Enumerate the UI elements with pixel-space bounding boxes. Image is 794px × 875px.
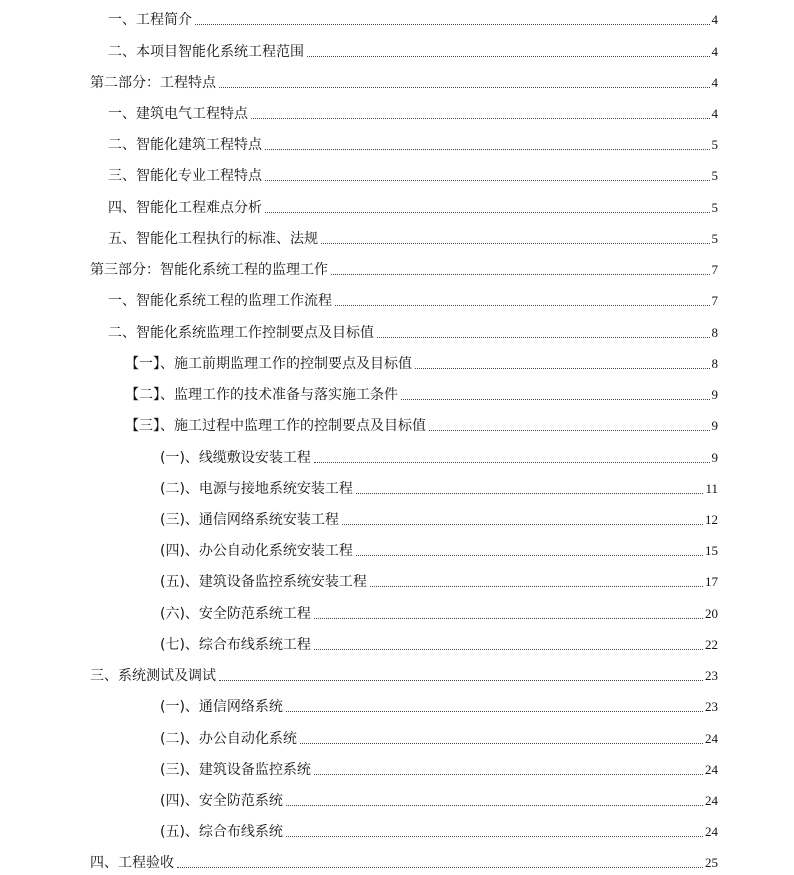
toc-page-number: 11: [705, 481, 718, 496]
toc-page-number: 8: [711, 325, 718, 340]
toc-entry[interactable]: [160, 821, 718, 841]
toc-entry[interactable]: [90, 259, 718, 279]
toc-entry[interactable]: [160, 696, 718, 716]
toc-row: [0, 631, 794, 655]
toc-entry-title: (二)、办公自动化系统: [160, 731, 297, 747]
dot-leader: [265, 180, 710, 181]
toc-row: [0, 69, 794, 93]
toc-page-number: 15: [705, 543, 718, 558]
dot-leader: [356, 493, 704, 494]
toc-entry[interactable]: [125, 384, 718, 404]
toc-page-number: 24: [705, 731, 718, 746]
toc-entry[interactable]: [108, 228, 718, 248]
toc-page-number: 4: [711, 106, 718, 121]
dot-leader: [342, 524, 703, 525]
dot-leader: [300, 743, 703, 744]
toc-page-number: 5: [711, 168, 718, 183]
toc-row: [0, 756, 794, 780]
toc-page-number: 4: [711, 44, 718, 59]
toc-entry[interactable]: [160, 759, 718, 779]
toc-page-number: 22: [705, 637, 718, 652]
toc-row: [0, 849, 794, 873]
toc-entry-title: 二、本项目智能化系统工程范围: [108, 44, 304, 60]
toc-page-number: 23: [705, 668, 718, 683]
toc-entry-title: 二、智能化系统监理工作控制要点及目标值: [108, 325, 374, 341]
toc-page-number: 24: [705, 762, 718, 777]
toc-row: [0, 537, 794, 561]
toc-row: [0, 225, 794, 249]
dot-leader: [286, 805, 703, 806]
toc-entry[interactable]: [108, 290, 718, 310]
toc-row: [0, 568, 794, 592]
toc-page-number: 23: [705, 699, 718, 714]
dot-leader: [415, 368, 710, 369]
toc-row: [0, 600, 794, 624]
toc-row: [0, 38, 794, 62]
toc-entry-title: 四、工程验收: [90, 855, 174, 871]
toc-row: [0, 350, 794, 374]
toc-entry-title: (三)、建筑设备监控系统: [160, 762, 311, 778]
dot-leader: [314, 462, 710, 463]
toc-entry-title: 五、智能化工程执行的标准、法规: [108, 231, 318, 247]
toc-row: [0, 412, 794, 436]
toc-entry-title: (七)、综合布线系统工程: [160, 637, 311, 653]
toc-entry[interactable]: [160, 790, 718, 810]
toc-entry[interactable]: [125, 353, 718, 373]
dot-leader: [429, 430, 710, 431]
toc-entry-title: (四)、安全防范系统: [160, 793, 283, 809]
toc-page-number: 5: [711, 137, 718, 152]
toc-row: [0, 787, 794, 811]
toc-entry-title: 【二】、监理工作的技术准备与落实施工条件: [125, 387, 398, 403]
dot-leader: [401, 399, 710, 400]
dot-leader: [219, 87, 710, 88]
toc-page-number: 24: [705, 793, 718, 808]
toc-row: [0, 131, 794, 155]
dot-leader: [286, 711, 703, 712]
dot-leader: [356, 555, 703, 556]
toc-row: [0, 256, 794, 280]
toc-row: [0, 818, 794, 842]
toc-entry-title: 【一】、施工前期监理工作的控制要点及目标值: [125, 356, 412, 372]
toc-row: [0, 319, 794, 343]
toc-entry-title: (一)、线缆敷设安装工程: [160, 450, 311, 466]
dot-leader: [314, 618, 703, 619]
toc-entry[interactable]: [108, 41, 718, 61]
toc-entry-title: (五)、综合布线系统: [160, 824, 283, 840]
toc-row: [0, 506, 794, 530]
toc-entry[interactable]: [108, 165, 718, 185]
dot-leader: [219, 680, 703, 681]
toc-entry-title: (五)、建筑设备监控系统安装工程: [160, 574, 367, 590]
toc-row: [0, 662, 794, 686]
toc-entry[interactable]: [160, 728, 718, 748]
toc-entry-title: 二、智能化建筑工程特点: [108, 137, 262, 153]
toc-entry-title: 三、智能化专业工程特点: [108, 168, 262, 184]
toc-entry-title: (四)、办公自动化系统安装工程: [160, 543, 353, 559]
toc-entry[interactable]: [160, 447, 718, 467]
dot-leader: [314, 649, 703, 650]
toc-page-number: 8: [711, 356, 718, 371]
toc-entry[interactable]: [108, 197, 718, 217]
toc-page-number: 5: [711, 231, 718, 246]
toc-entry[interactable]: [160, 540, 718, 560]
toc-page-number: 12: [705, 512, 718, 527]
dot-leader: [195, 24, 710, 25]
toc-entry[interactable]: [160, 478, 718, 498]
toc-entry[interactable]: [90, 665, 718, 685]
toc-entry-title: 一、建筑电气工程特点: [108, 106, 248, 122]
dot-leader: [265, 212, 710, 213]
toc-entry[interactable]: [108, 103, 718, 123]
toc-page-number: 17: [705, 574, 718, 589]
dot-leader: [335, 305, 710, 306]
toc-page-number: 7: [711, 262, 718, 277]
toc-entry-title: 三、系统测试及调试: [90, 668, 216, 684]
dot-leader: [177, 867, 703, 868]
toc-row: [0, 381, 794, 405]
toc-entry[interactable]: [90, 852, 718, 872]
dot-leader: [286, 836, 703, 837]
toc-entry-title: (六)、安全防范系统工程: [160, 606, 311, 622]
toc-row: [0, 287, 794, 311]
dot-leader: [321, 243, 710, 244]
toc-entry[interactable]: [160, 634, 718, 654]
toc-entry[interactable]: [160, 571, 718, 591]
toc-entry[interactable]: [160, 509, 718, 529]
toc-entry-title: 一、工程简介: [108, 12, 192, 28]
dot-leader: [377, 337, 710, 338]
toc-row: [0, 444, 794, 468]
toc-entry[interactable]: [108, 9, 718, 29]
toc-row: [0, 475, 794, 499]
dot-leader: [251, 118, 710, 119]
toc-row: [0, 100, 794, 124]
toc-entry-title: (一)、通信网络系统: [160, 699, 283, 715]
toc-page-number: 7: [711, 293, 718, 308]
toc-page-number: 4: [711, 12, 718, 27]
toc-entry[interactable]: [108, 134, 718, 154]
toc-page-number: 4: [711, 75, 718, 90]
toc-entry-title: 四、智能化工程难点分析: [108, 200, 262, 216]
toc-page-number: 20: [705, 606, 718, 621]
toc-page-number: 25: [705, 855, 718, 870]
toc-row: [0, 693, 794, 717]
toc-page-number: 9: [711, 450, 718, 465]
toc-row: [0, 725, 794, 749]
toc-page-number: 24: [705, 824, 718, 839]
dot-leader: [265, 149, 710, 150]
toc-entry[interactable]: [108, 322, 718, 342]
toc-page-number: 5: [711, 200, 718, 215]
toc-entry-title: (二)、电源与接地系统安装工程: [160, 481, 353, 497]
toc-page-number: 9: [711, 418, 718, 433]
dot-leader: [370, 586, 703, 587]
toc-row: [0, 194, 794, 218]
dot-leader: [314, 774, 703, 775]
toc-row: [0, 6, 794, 30]
toc-entry[interactable]: [160, 603, 718, 623]
dot-leader: [307, 56, 710, 57]
toc-row: [0, 162, 794, 186]
toc-entry-title: 第三部分：智能化系统工程的监理工作: [90, 262, 328, 278]
toc-entry[interactable]: [90, 72, 718, 92]
toc-entry-title: (三)、通信网络系统安装工程: [160, 512, 339, 528]
toc-entry[interactable]: [125, 415, 718, 435]
toc-entry-title: 第二部分：工程特点: [90, 75, 216, 91]
toc-entry-title: 一、智能化系统工程的监理工作流程: [108, 293, 332, 309]
dot-leader: [331, 274, 710, 275]
toc-page-number: 9: [711, 387, 718, 402]
toc-entry-title: 【三】、施工过程中监理工作的控制要点及目标值: [125, 418, 426, 434]
